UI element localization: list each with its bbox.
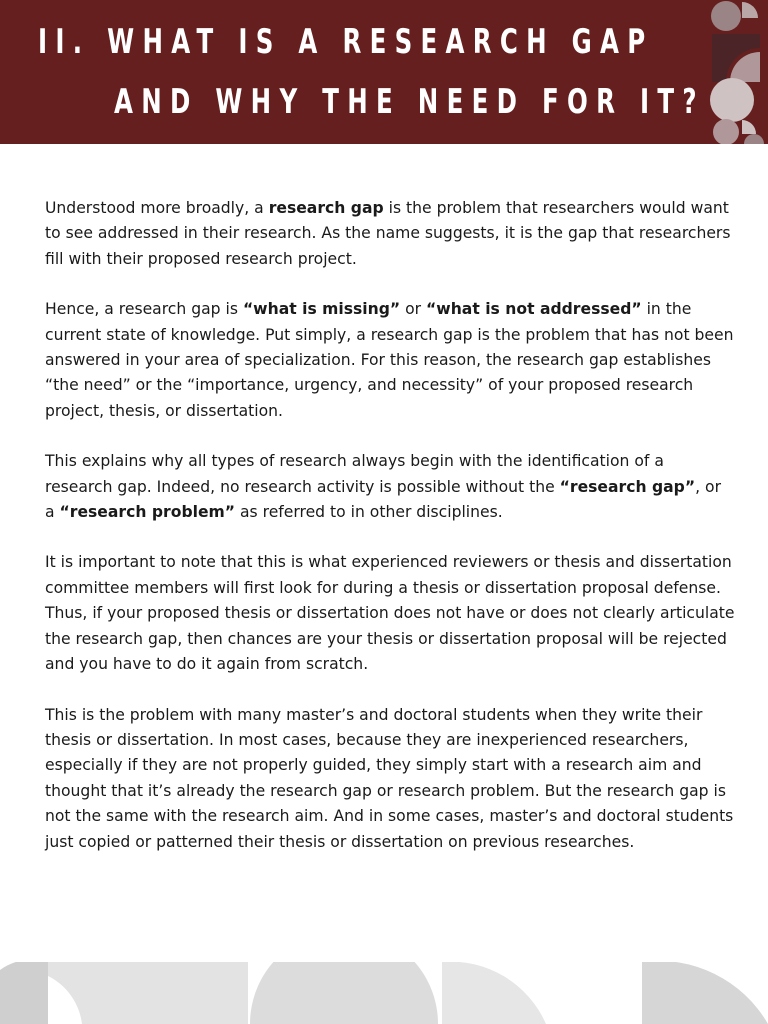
page-title-line-1: II. WHAT IS A RESEARCH GAP bbox=[38, 22, 654, 62]
paragraph-2-bold-missing: “what is missing” bbox=[242, 300, 401, 319]
paragraph-3-text-c: , or a bbox=[45, 477, 721, 522]
paragraph-3 bbox=[45, 449, 735, 525]
footer-shape-left-dark bbox=[0, 962, 48, 1024]
paragraph-1-bold-term: research gap bbox=[268, 199, 384, 217]
page-title-line-2: AND WHY THE NEED FOR IT? bbox=[114, 82, 705, 122]
deco-half-low-right bbox=[742, 120, 756, 134]
paragraph-3-bold-research-problem: “research problem” bbox=[59, 503, 236, 522]
footer-shape-quarter bbox=[442, 962, 546, 1024]
paragraph-1 bbox=[45, 196, 735, 272]
deco-circle-low-left bbox=[713, 119, 739, 144]
paragraph-2-text-c: or bbox=[400, 300, 427, 319]
paragraph-2-text-e: in the current state of knowledge. Put simply, a research gap is the problem that has not been answered in your area of specialization. For this reason, the research gap establishes “the need” or the “importance, urgency, and necessity” of your proposed research project, thesis, or dissertation. bbox=[45, 300, 734, 420]
footer-decoration bbox=[0, 962, 768, 1024]
paragraph-1-text-c: is the problem that researchers would want to see addressed in their research. As the name suggests, it is the gap that researchers fill with their proposed research project. bbox=[45, 199, 731, 268]
paragraph-3-bold-research-gap: “research gap” bbox=[559, 477, 696, 496]
paragraph-2-bold-not-addressed: “what is not addressed” bbox=[426, 300, 642, 319]
paragraph-2 bbox=[45, 297, 735, 424]
footer-shape-semicircle bbox=[250, 962, 438, 1024]
paragraph-3-text-a: This explains why all types of research always begin with the identification of a research gap. Indeed, no research activity is possible without the bbox=[45, 452, 664, 496]
footer-shape-block bbox=[48, 962, 248, 1024]
footer-shape-right bbox=[642, 962, 768, 1024]
paragraph-1-text-a: Understood more broadly, a bbox=[45, 199, 269, 217]
header-decoration bbox=[706, 0, 768, 144]
paragraph-2-text-a: Hence, a research gap is bbox=[45, 300, 243, 319]
deco-quarter-top bbox=[742, 2, 758, 18]
deco-circle-top bbox=[711, 1, 741, 31]
deco-circle-mid bbox=[710, 78, 754, 122]
paragraph-5: This is the problem with many master’s and doctoral students when they write their thesis or dissertation. In most cases, because they are inexperienced researchers, especially if they are not properly guided, they simply start with a research aim and thought that it’s already the research gap or research problem. But the research gap is not the same with the research aim. And in some cases, master’s and doctoral students just copied or patterned their thesis or dissertation on previous researches. bbox=[45, 705, 734, 851]
body-text bbox=[45, 196, 735, 880]
deco-circle-bottom-right bbox=[744, 134, 764, 144]
paragraph-3-text-e: as referred to in other disciplines. bbox=[235, 503, 503, 522]
header-banner bbox=[0, 0, 768, 144]
paragraph-4: It is important to note that this is what experienced reviewers or thesis and dissertation committee members will first look for during a thesis or dissertation proposal defense. Thus, if your proposed thesis or dissertation does not have or does not clearly articulate the research gap, then chances are your thesis or dissertation proposal will be rejected and you have to do it again from scratch. bbox=[45, 553, 735, 674]
